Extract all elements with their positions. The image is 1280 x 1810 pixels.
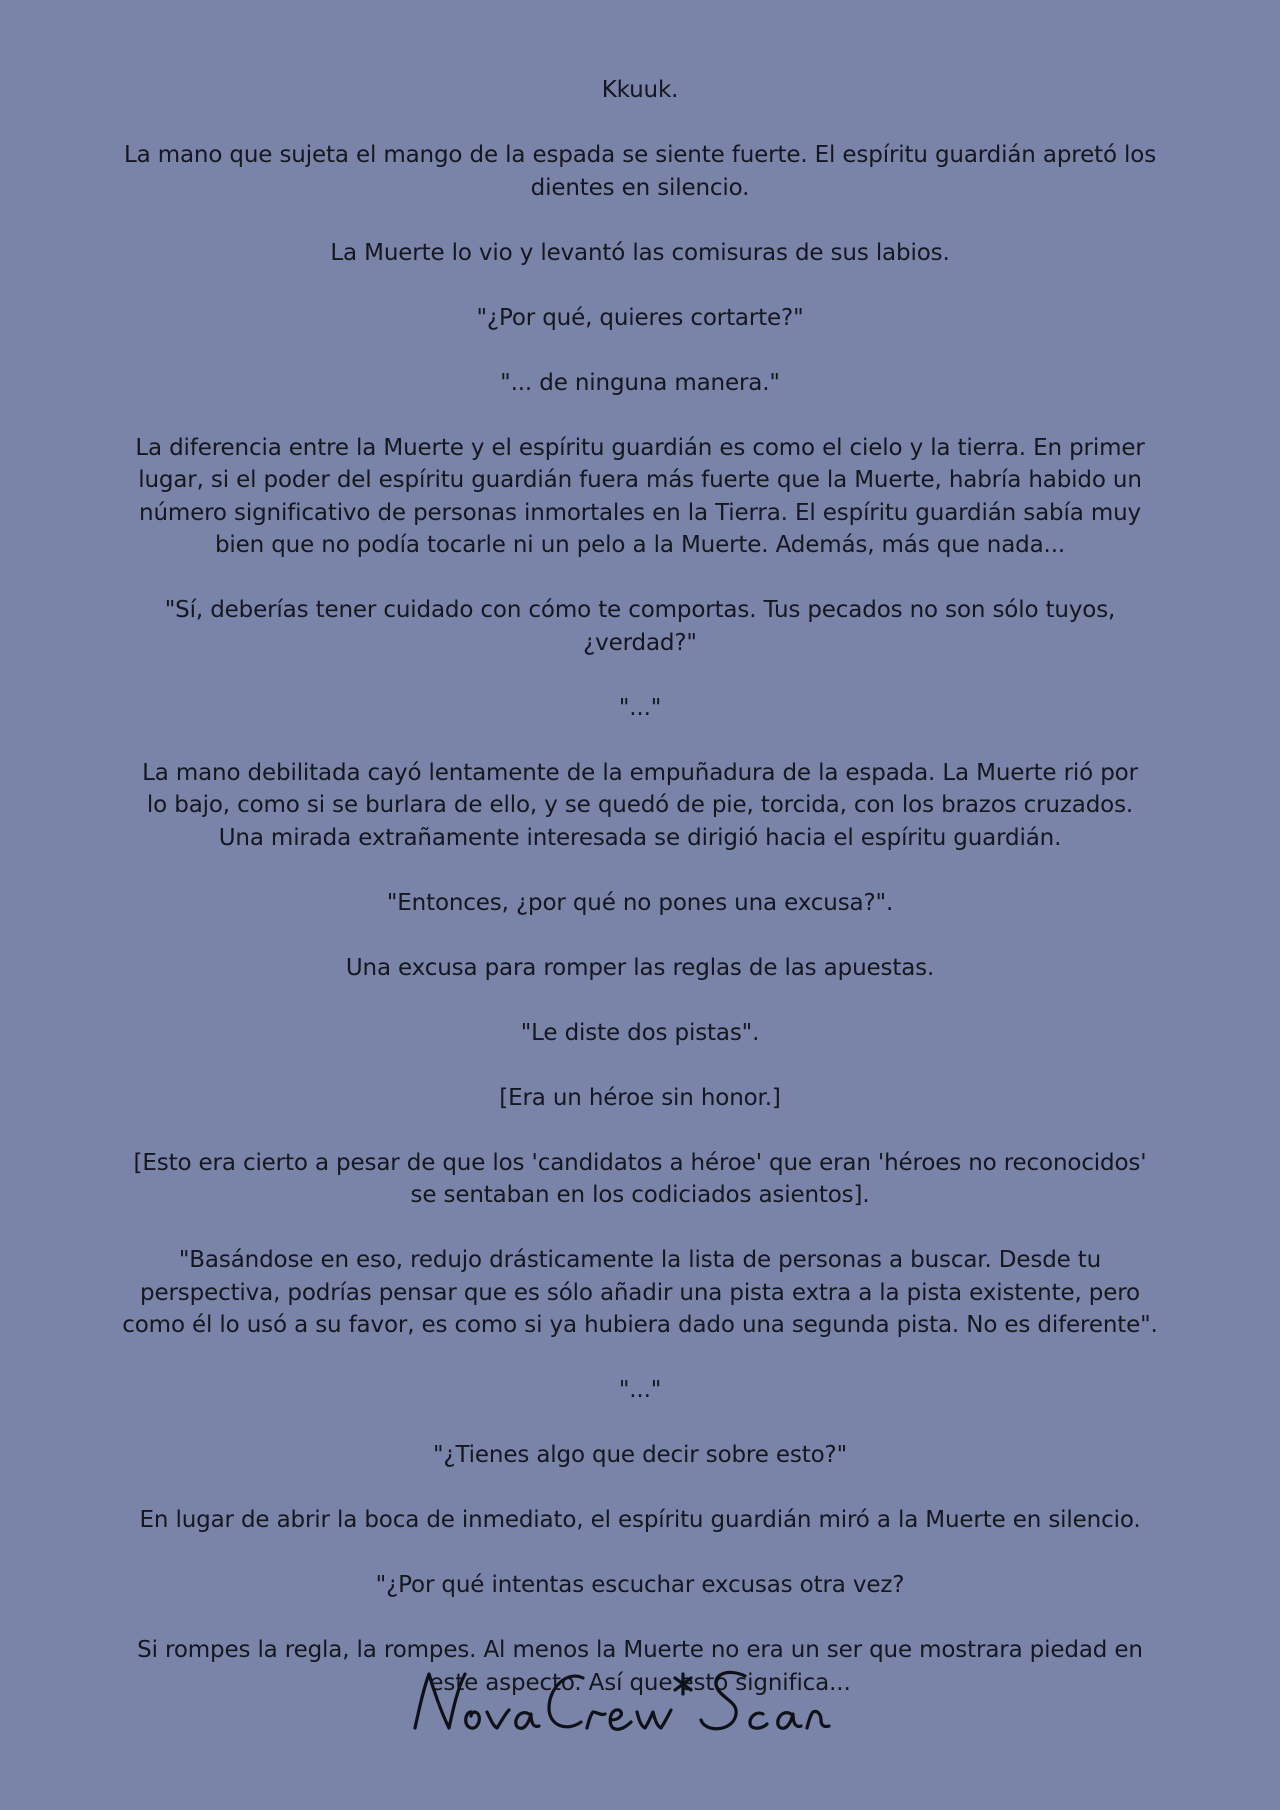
paragraph-5: "... de ninguna manera." bbox=[500, 369, 780, 396]
paragraph-8: "..." bbox=[618, 694, 662, 721]
paragraph-19: "¿Por qué intentas escuchar excusas otra vez? bbox=[375, 1572, 905, 1598]
signature-logo-icon bbox=[405, 1660, 875, 1750]
paragraph-14: [Esto era cierto a pesar de que los 'candidatos a héroe' que eran 'héroes no reconocidos' se sentaban en los codiciados asientos]. bbox=[133, 1149, 1147, 1208]
paragraph-7: "Sí, deberías tener cuidado con cómo te comportas. Tus pecados no son sólo tuyos, ¿verdad?" bbox=[164, 597, 1116, 656]
paragraph-17: "¿Tienes algo que decir sobre esto?" bbox=[432, 1442, 848, 1468]
paragraph-18: En lugar de abrir la boca de inmediato, el espíritu guardián miró a la Muerte en silencio. bbox=[139, 1507, 1141, 1533]
paragraph-13: [Era un héroe sin honor.] bbox=[499, 1084, 781, 1111]
scan-group-signature bbox=[0, 1660, 1280, 1750]
paragraph-20: Si rompes la regla, la rompes. Al menos la Muerte no era un ser que mostrara piedad en este aspecto. Así que esto significa... bbox=[137, 1637, 1143, 1696]
paragraph-6: La diferencia entre la Muerte y el espíritu guardián es como el cielo y la tierra. En primer lugar, si el poder del espíritu guardián fuera más fuerte que la Muerte, habría habido un número significativo de personas inmortales en la Tierra. El espíritu guardián sabía muy bien que no podía tocarle ni un pelo a la Muerte. Además, más que nada... bbox=[135, 434, 1145, 558]
paragraph-4: "¿Por qué, quieres cortarte?" bbox=[476, 304, 804, 331]
paragraph-12: "Le diste dos pistas". bbox=[520, 1019, 760, 1046]
paragraph-11: Una excusa para romper las reglas de las apuestas. bbox=[345, 954, 935, 981]
paragraph-2: La mano que sujeta el mango de la espada se siente fuerte. El espíritu guardián apretó los dientes en silencio. bbox=[123, 142, 1157, 201]
paragraph-1: Kkuuk. bbox=[601, 77, 679, 103]
paragraph-3: La Muerte lo vio y levantó las comisuras de sus labios. bbox=[330, 239, 950, 266]
paragraph-9: La mano debilitada cayó lentamente de la empuñadura de la espada. La Muerte rió por lo bajo, como si se burlara de ello, y se quedó de pie, torcida, con los brazos cruzados. Una mirada extrañamente interesada se dirigió hacia el espíritu guardián. bbox=[142, 759, 1138, 851]
paragraph-10: "Entonces, ¿por qué no pones una excusa?". bbox=[386, 889, 894, 916]
paragraph-15: "Basándose en eso, redujo drásticamente la lista de personas a buscar. Desde tu perspectiva, podrías pensar que es sólo añadir una pista extra a la pista existente, pero como él lo usó a su favor, es como si ya hubiera dado una segunda pista. No es diferente". bbox=[122, 1247, 1158, 1338]
paragraph-16: "..." bbox=[618, 1377, 662, 1403]
